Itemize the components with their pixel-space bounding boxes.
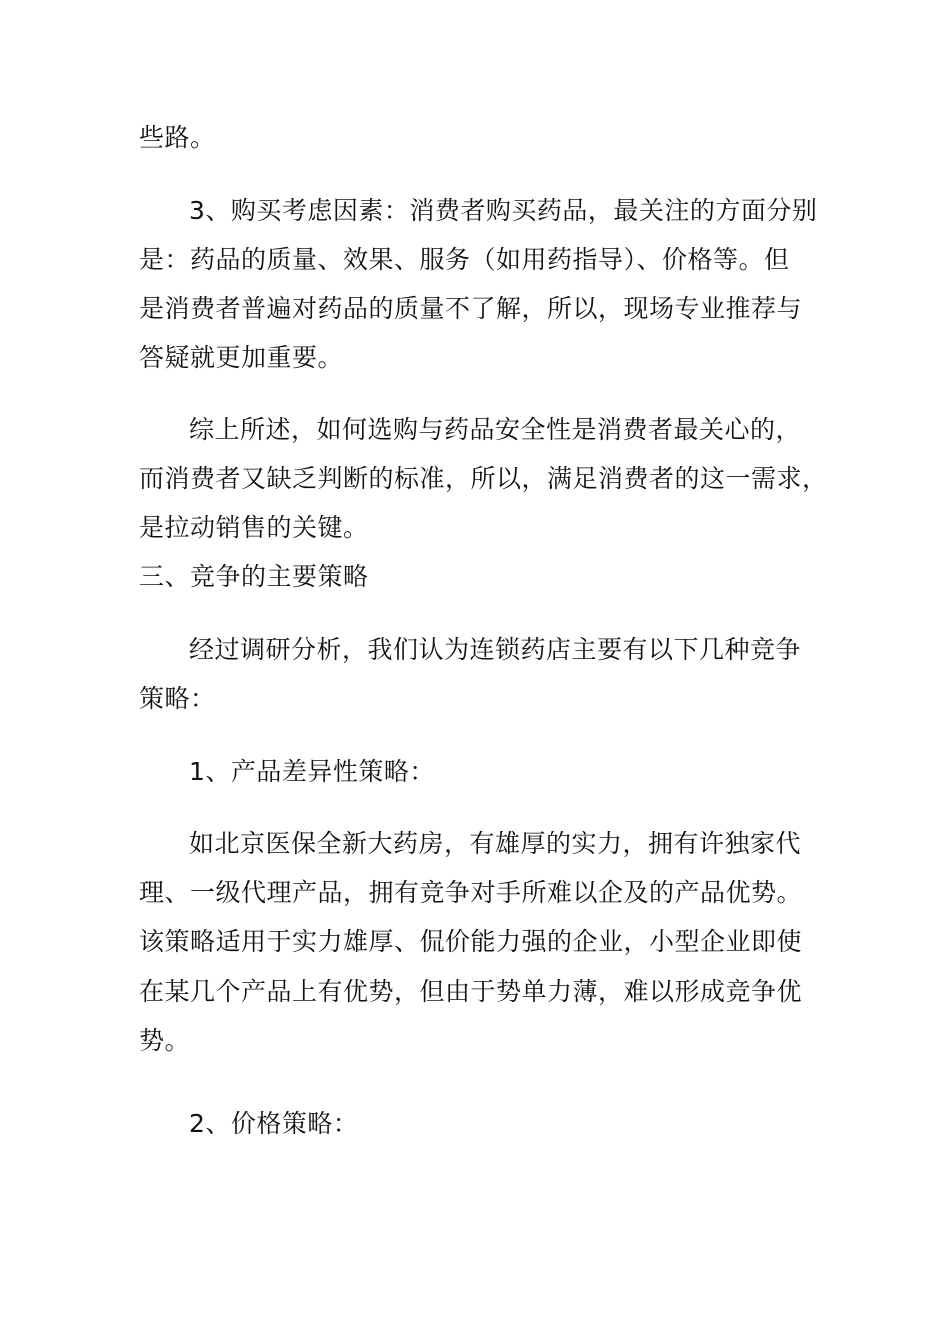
- section-heading: 三、竞争的主要策略: [139, 562, 369, 591]
- subheading: 2、价格策略：: [189, 1109, 359, 1138]
- paragraph-line: 经过调研分析，我们认为连锁药店主要有以下几种竞争: [189, 635, 802, 664]
- paragraph-line: 如北京医保全新大药房，有雄厚的实力，拥有许独家代: [189, 829, 802, 858]
- paragraph-line: 理、一级代理产品，拥有竞争对手所难以企及的产品优势。: [139, 878, 803, 907]
- paragraph-line: 策略：: [139, 684, 216, 713]
- paragraph-line: 在某几个产品上有优势，但由于势单力薄，难以形成竞争优: [139, 977, 803, 1006]
- subheading: 1、产品差异性策略：: [189, 757, 435, 786]
- paragraph-line: 些路。: [139, 123, 216, 152]
- paragraph-line: 势。: [139, 1026, 191, 1055]
- paragraph-line: 该策略适用于实力雄厚、侃价能力强的企业，小型企业即使: [139, 927, 803, 956]
- paragraph-line: 答疑就更加重要。: [139, 343, 344, 372]
- paragraph-line: 3、购买考虑因素：消费者购买药品，最关注的方面分别: [189, 196, 818, 225]
- paragraph-line: 综上所述，如何选购与药品安全性是消费者最关心的，: [189, 415, 802, 444]
- paragraph-line: 而消费者又缺乏判断的标准，所以，满足消费者的这一需求，: [139, 464, 828, 493]
- paragraph-line: 是拉动销售的关键。: [139, 513, 369, 542]
- paragraph-line: 是消费者普遍对药品的质量不了解，所以，现场专业推荐与: [139, 294, 803, 323]
- paragraph-line: 是：药品的质量、效果、服务（如用药指导）、价格等。但: [139, 245, 790, 274]
